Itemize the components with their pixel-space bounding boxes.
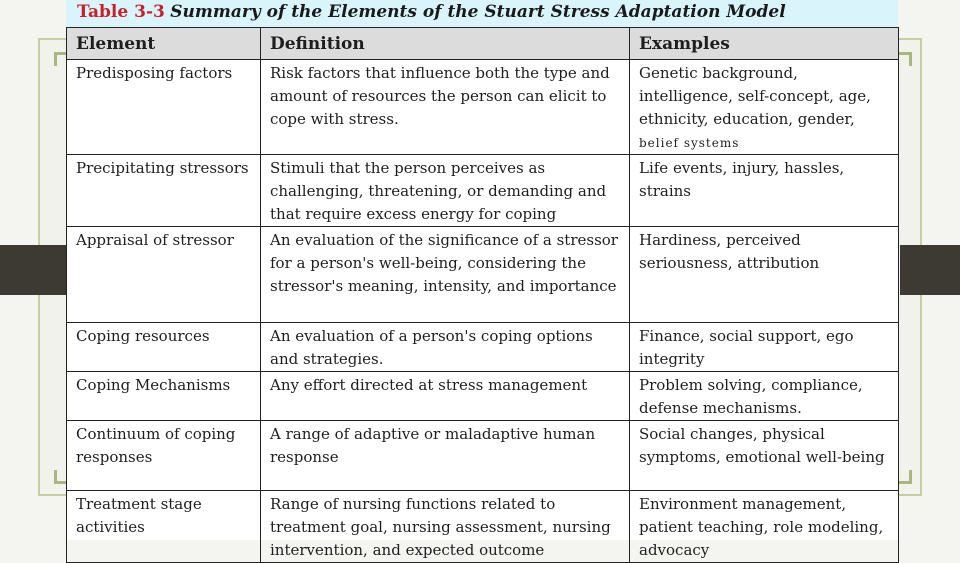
element-cell: Appraisal of stressor bbox=[67, 227, 261, 323]
element-cell: Coping resources bbox=[67, 323, 261, 372]
examples-cell: Life events, injury, hassles, strains bbox=[630, 155, 899, 227]
examples-cell: Hardiness, perceived seriousness, attribution bbox=[630, 227, 899, 323]
table-row bbox=[67, 372, 899, 421]
table-title: Summary of the Elements of the Stuart Stress Adaptation Model bbox=[170, 2, 786, 22]
examples-cell: Problem solving, compliance, defense mechanisms. bbox=[630, 372, 899, 421]
definition-cell: Stimuli that the person perceives as challenging, threatening, or demanding and that require excess energy for coping bbox=[261, 155, 630, 227]
table-header-row bbox=[67, 28, 899, 60]
definition-cell: A range of adaptive or maladaptive human response bbox=[261, 421, 630, 491]
element-cell: Treatment stage activities bbox=[67, 491, 261, 563]
examples-text: Genetic background, intelligence, self-concept, age, ethnicity, education, gender, bbox=[639, 64, 871, 128]
definition-cell: Any effort directed at stress management bbox=[261, 372, 630, 421]
header-definition: Definition bbox=[261, 28, 630, 60]
table-row bbox=[67, 227, 899, 323]
header-examples: Examples bbox=[630, 28, 899, 60]
frame-corner bbox=[898, 52, 912, 66]
header-element: Element bbox=[67, 28, 261, 60]
examples-cell: Social changes, physical symptoms, emotional well-being bbox=[630, 421, 899, 491]
definition-cell: Range of nursing functions related to treatment goal, nursing assessment, nursing intervention, and expected outcome bbox=[261, 491, 630, 563]
definition-cell: Risk factors that influence both the type and amount of resources the person can elicit to cope with stress. bbox=[261, 60, 630, 155]
slide-band-right bbox=[900, 245, 960, 295]
table-number: Table 3-3 bbox=[77, 2, 165, 22]
element-cell: Precipitating stressors bbox=[67, 155, 261, 227]
table-row bbox=[67, 491, 899, 563]
examples-cell: Environment management, patient teaching, role modeling, advocacy bbox=[630, 491, 899, 563]
table-row bbox=[67, 155, 899, 227]
frame-corner bbox=[898, 470, 912, 484]
definition-cell: An evaluation of the significance of a stressor for a person's well-being, considering the stressor's meaning, intensity, and importance bbox=[261, 227, 630, 323]
element-cell: Coping Mechanisms bbox=[67, 372, 261, 421]
stress-model-table bbox=[66, 27, 899, 563]
slide-band-left bbox=[0, 245, 68, 295]
definition-cell: An evaluation of a person's coping options and strategies. bbox=[261, 323, 630, 372]
table-row bbox=[67, 421, 899, 491]
examples-extra-text: belief systems bbox=[639, 136, 740, 150]
table-row bbox=[67, 60, 899, 155]
element-cell: Continuum of coping responses bbox=[67, 421, 261, 491]
examples-cell: Finance, social support, ego integrity bbox=[630, 323, 899, 372]
table-figure bbox=[66, 0, 898, 559]
examples-cell bbox=[630, 60, 899, 155]
element-cell: Predisposing factors bbox=[67, 60, 261, 155]
table-caption bbox=[66, 0, 898, 27]
table-row bbox=[67, 323, 899, 372]
